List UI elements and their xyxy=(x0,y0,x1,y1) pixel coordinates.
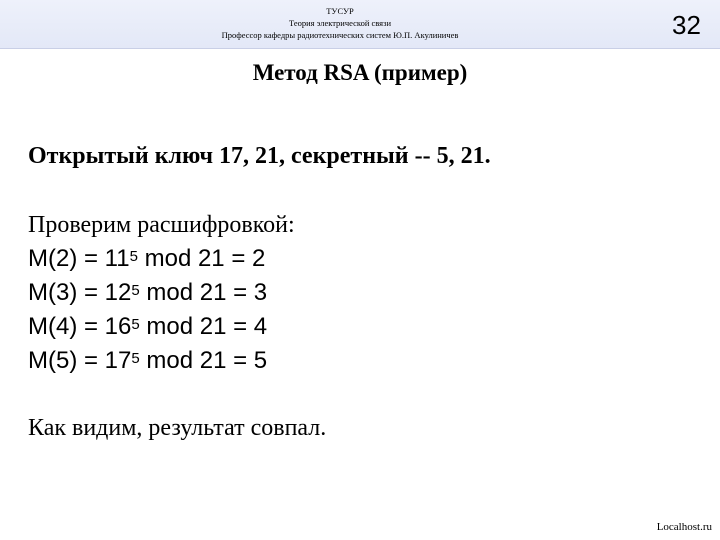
check-row-rhs: mod 21 = 5 xyxy=(139,347,268,374)
check-row-exponent: 5 xyxy=(131,316,140,333)
check-row-exponent: 5 xyxy=(131,282,140,299)
check-row-lhs: M(2) = 11 xyxy=(28,245,130,272)
header-university: ТУСУР xyxy=(326,6,354,16)
header-course: Теория электрической связи xyxy=(288,18,391,28)
check-row xyxy=(28,310,295,344)
check-row-rhs: mod 21 = 3 xyxy=(139,279,268,306)
check-row-lhs: M(4) = 16 xyxy=(28,313,132,340)
check-row xyxy=(28,242,295,276)
check-row-rhs: mod 21 = 4 xyxy=(139,313,268,340)
footer-watermark: Localhost.ru xyxy=(656,521,712,533)
check-row-lhs: M(5) = 17 xyxy=(28,347,132,374)
check-intro: Проверим расшифровкой: xyxy=(28,212,295,238)
slide-title: Метод RSA (пример) xyxy=(252,60,468,85)
check-row xyxy=(28,276,295,310)
header-author: Профессор кафедры радиотехнических систем Ю.П. Акулиничев xyxy=(221,30,459,40)
conclusion: Как видим, результат совпал. xyxy=(28,415,327,441)
header-text xyxy=(190,5,490,41)
slide-number: 32 xyxy=(672,10,701,40)
check-row-lhs: M(3) = 12 xyxy=(28,279,132,306)
check-row-exponent: 5 xyxy=(131,350,140,367)
decryption-check xyxy=(28,208,295,378)
header-band xyxy=(0,0,720,49)
check-row-exponent: 5 xyxy=(129,248,138,265)
check-row-rhs: mod 21 = 2 xyxy=(137,245,266,272)
check-row xyxy=(28,344,295,378)
key-statement: Открытый ключ 17, 21, секретный -- 5, 21. xyxy=(28,143,491,169)
